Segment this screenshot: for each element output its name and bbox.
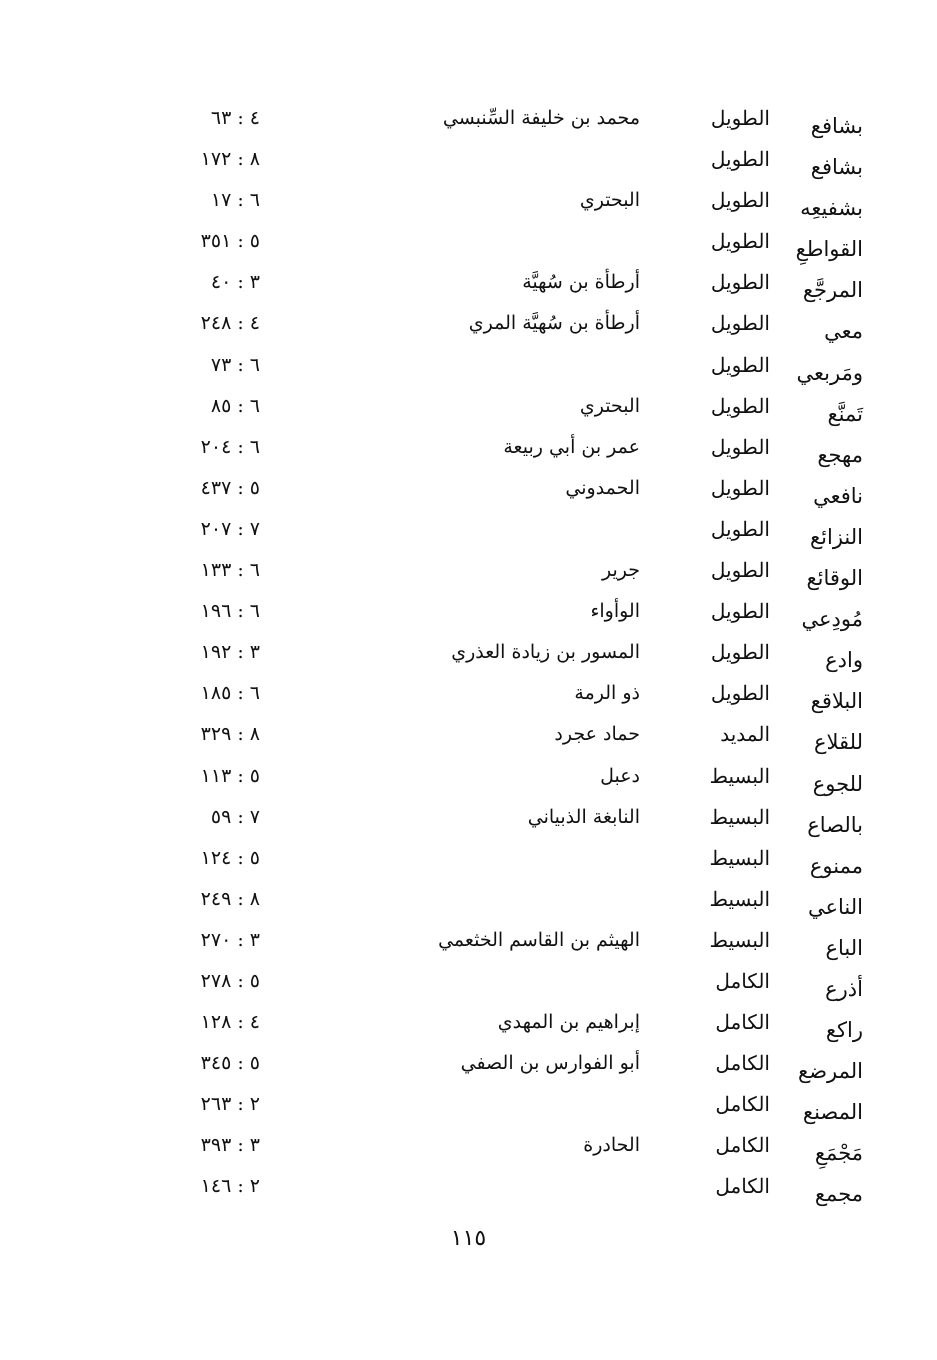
poet-name: الوأواء xyxy=(590,600,640,623)
table-row xyxy=(130,756,875,797)
poet-name: البحتري xyxy=(579,189,640,212)
poet-name: حماد عجرد xyxy=(554,723,640,746)
volume-page-ref: ٦ : ٧٣ xyxy=(210,353,260,376)
table-row xyxy=(130,262,875,303)
volume-page-ref: ٦ : ١٩٦ xyxy=(200,600,260,623)
poet-name: الحادرة xyxy=(583,1134,640,1157)
poet-name: الحمدوني xyxy=(565,476,640,499)
table-row xyxy=(130,1084,875,1125)
table-row xyxy=(130,509,875,550)
rhyme-word: بشافع xyxy=(810,155,863,180)
table-row xyxy=(130,180,875,221)
rhyme-word: المرجَّع xyxy=(802,278,863,303)
rhyme-word: معي xyxy=(824,319,863,344)
meter-name: الطويل xyxy=(710,393,770,418)
volume-page-ref: ٨ : ٣٢٩ xyxy=(200,723,260,746)
table-row xyxy=(130,591,875,632)
rhyme-word: بالصاع xyxy=(807,812,863,837)
meter-name: الطويل xyxy=(710,681,770,706)
rhyme-word: النزائع xyxy=(809,524,863,549)
meter-name: البسيط xyxy=(709,763,770,788)
rhyme-index-table xyxy=(130,98,875,1208)
volume-page-ref: ٣ : ١٩٢ xyxy=(200,641,260,664)
meter-name: البسيط xyxy=(709,927,770,952)
rhyme-word: المصنع xyxy=(802,1100,863,1125)
volume-page-ref: ٢ : ١٤٦ xyxy=(200,1175,260,1198)
meter-name: الطويل xyxy=(710,599,770,624)
volume-page-ref: ٦ : ٢٠٤ xyxy=(200,435,260,458)
volume-page-ref: ٣ : ٤٠ xyxy=(210,271,260,294)
meter-name: الطويل xyxy=(710,270,770,295)
rhyme-word: ممنوع xyxy=(809,853,863,878)
volume-page-ref: ٥ : ١٢٤ xyxy=(200,846,260,869)
volume-page-ref: ٤ : ١٢٨ xyxy=(200,1011,260,1034)
meter-name: المديد xyxy=(720,722,770,747)
poet-name: جرير xyxy=(602,559,640,582)
table-row xyxy=(130,468,875,509)
rhyme-word: أذرع xyxy=(825,976,863,1001)
rhyme-word: للقلاع xyxy=(813,730,863,755)
rhyme-word: بشفيعِه xyxy=(800,196,863,221)
rhyme-word: وادع xyxy=(825,648,863,673)
meter-name: الكامل xyxy=(715,1051,770,1076)
volume-page-ref: ٤ : ٦٣ xyxy=(210,107,260,129)
volume-page-ref: ٥ : ٢٧٨ xyxy=(200,969,260,992)
meter-name: الطويل xyxy=(710,558,770,583)
table-row xyxy=(130,386,875,427)
meter-name: الطويل xyxy=(710,188,770,213)
rhyme-word: الوقائع xyxy=(806,566,863,591)
poet-name: ذو الرمة xyxy=(574,682,640,705)
poet-name: أرطأة بن سُهيَّة xyxy=(522,271,640,294)
rhyme-word: ومَربعي xyxy=(796,360,863,385)
volume-page-ref: ٦ : ١٨٥ xyxy=(200,682,260,705)
volume-page-ref: ٦ : ١٣٣ xyxy=(200,559,260,582)
meter-name: البسيط xyxy=(709,845,770,870)
poet-name: أرطأة بن سُهيَّة المري xyxy=(468,312,640,335)
volume-page-ref: ٣ : ٢٧٠ xyxy=(200,928,260,951)
meter-name: الطويل xyxy=(710,106,770,130)
table-row xyxy=(130,1043,875,1084)
volume-page-ref: ٥ : ٤٣٧ xyxy=(200,476,260,499)
volume-page-ref: ٦ : ٨٥ xyxy=(210,394,260,417)
rhyme-word: تَمنَّع xyxy=(827,401,863,426)
table-row xyxy=(130,139,875,180)
meter-name: الطويل xyxy=(710,475,770,500)
volume-page-ref: ٦ : ١٧ xyxy=(210,189,260,212)
poet-name: المسور بن زيادة العذري xyxy=(451,641,640,664)
table-row xyxy=(130,221,875,262)
table-row xyxy=(130,838,875,879)
poet-name: محمد بن خليفة السِّنبسي xyxy=(442,107,640,129)
table-row xyxy=(130,632,875,673)
meter-name: الطويل xyxy=(710,434,770,459)
poet-name: دعبل xyxy=(600,764,640,787)
meter-name: البسيط xyxy=(709,886,770,911)
table-row xyxy=(130,879,875,920)
volume-page-ref: ٥ : ١١٣ xyxy=(200,764,260,787)
table-row xyxy=(130,961,875,1002)
table-row xyxy=(130,427,875,468)
volume-page-ref: ٧ : ٥٩ xyxy=(210,805,260,828)
rhyme-word: للجوع xyxy=(812,771,863,796)
poet-name: الهيثم بن القاسم الخثعمي xyxy=(438,928,640,951)
volume-page-ref: ٢ : ٢٦٣ xyxy=(200,1093,260,1116)
meter-name: الطويل xyxy=(710,640,770,665)
poet-name: النابغة الذبياني xyxy=(527,805,640,828)
poet-name: إبراهيم بن المهدي xyxy=(497,1011,640,1034)
table-row xyxy=(130,1002,875,1043)
table-row xyxy=(130,797,875,838)
meter-name: الكامل xyxy=(715,968,770,993)
table-row xyxy=(130,714,875,755)
table-row xyxy=(130,550,875,591)
meter-name: الكامل xyxy=(715,1133,770,1158)
table-row xyxy=(130,1125,875,1166)
meter-name: الكامل xyxy=(715,1174,770,1199)
meter-name: الكامل xyxy=(715,1010,770,1035)
rhyme-word: مُودِعي xyxy=(801,607,863,632)
meter-name: الكامل xyxy=(715,1092,770,1117)
table-row xyxy=(130,920,875,961)
table-row xyxy=(130,98,875,139)
rhyme-word: مجمع xyxy=(814,1182,863,1207)
table-row xyxy=(130,1166,875,1207)
rhyme-word: مَجْمَعِ xyxy=(814,1141,863,1166)
rhyme-word: البلاقع xyxy=(810,689,863,714)
meter-name: الطويل xyxy=(710,352,770,377)
volume-page-ref: ٥ : ٣٤٥ xyxy=(200,1052,260,1075)
volume-page-ref: ٨ : ٢٤٩ xyxy=(200,887,260,910)
table-row xyxy=(130,345,875,386)
rhyme-word: مهجع xyxy=(817,442,863,467)
rhyme-word: بشافع xyxy=(810,114,863,138)
rhyme-word: الباع xyxy=(825,935,863,960)
rhyme-word: المرضع xyxy=(798,1059,863,1084)
rhyme-word: راكع xyxy=(825,1018,863,1043)
meter-name: الطويل xyxy=(710,147,770,172)
volume-page-ref: ٣ : ٣٩٣ xyxy=(200,1134,260,1157)
meter-name: البسيط xyxy=(709,804,770,829)
volume-page-ref: ٤ : ٢٤٨ xyxy=(200,312,260,335)
volume-page-ref: ٧ : ٢٠٧ xyxy=(200,517,260,540)
rhyme-word: نافعي xyxy=(813,483,863,508)
table-row xyxy=(130,673,875,714)
poet-name: عمر بن أبي ربيعة xyxy=(503,435,640,458)
meter-name: الطويل xyxy=(710,516,770,541)
poet-name: البحتري xyxy=(579,394,640,417)
meter-name: الطويل xyxy=(710,311,770,336)
page-number: ١١٥ xyxy=(450,1226,487,1251)
poet-name: أبو الفوارس بن الصفي xyxy=(460,1052,640,1075)
rhyme-word: القواطعِ xyxy=(795,237,863,262)
meter-name: الطويل xyxy=(710,229,770,254)
table-row xyxy=(130,303,875,344)
volume-page-ref: ٨ : ١٧٢ xyxy=(200,148,260,171)
volume-page-ref: ٥ : ٣٥١ xyxy=(200,230,260,253)
rhyme-word: الناعي xyxy=(807,894,863,919)
